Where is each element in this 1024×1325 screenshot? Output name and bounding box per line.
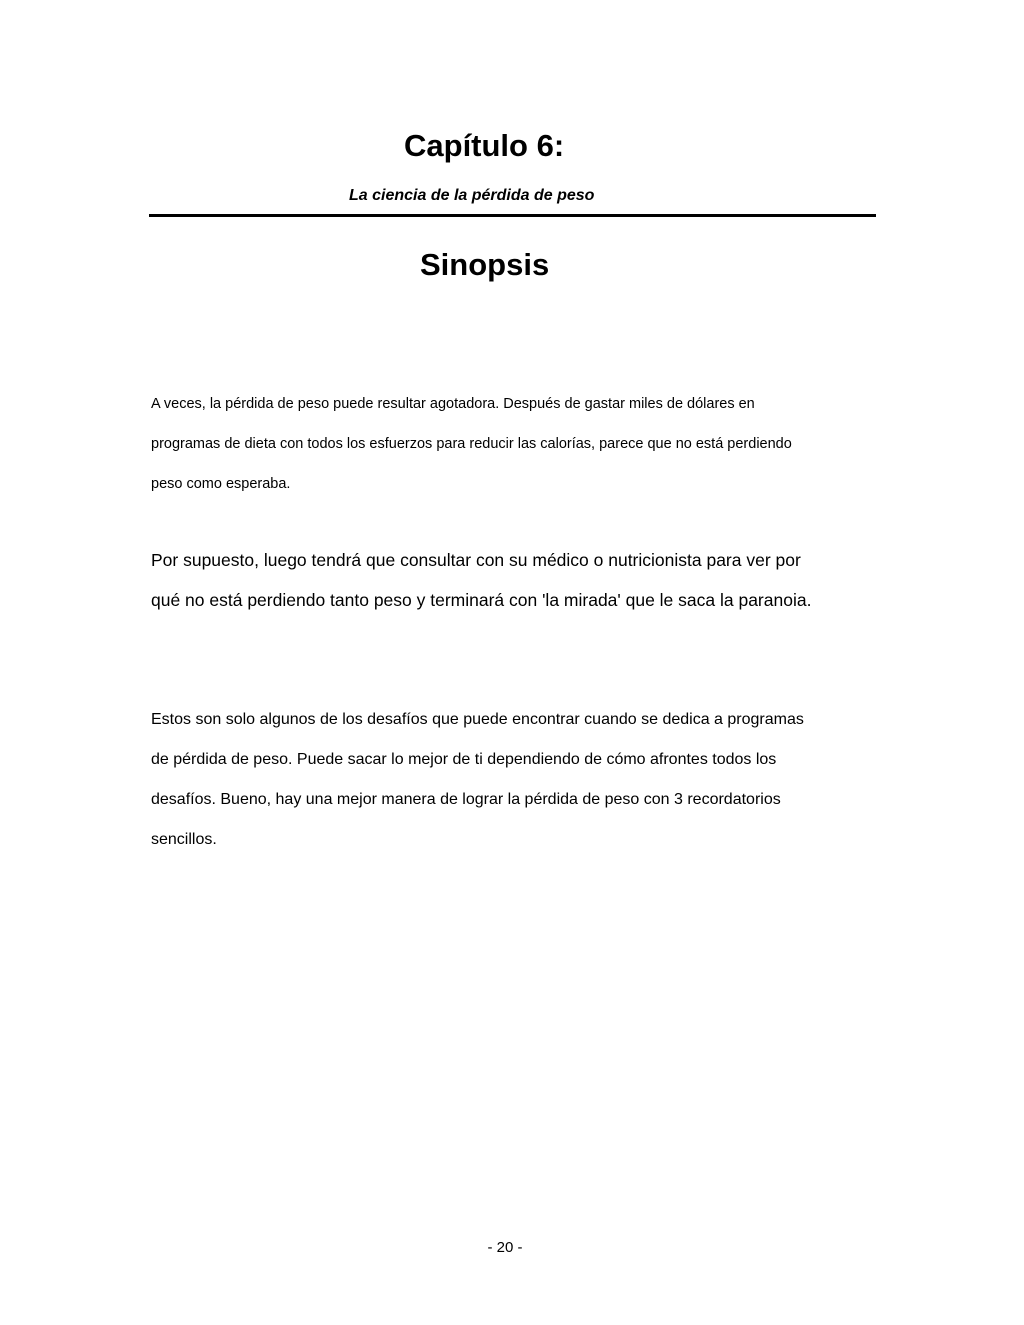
body-paragraph-1 <box>151 384 881 504</box>
paragraph-line: programas de dieta con todos los esfuerzos para reducir las calorías, parece que no está perdiendo <box>151 436 792 452</box>
paragraph-line: peso como esperaba. <box>151 476 291 492</box>
paragraph-line: de pérdida de peso. Puede sacar lo mejor de ti dependiendo de cómo afrontes todos los <box>151 751 777 768</box>
section-title: Sinopsis <box>420 247 550 282</box>
paragraph-line: Por supuesto, luego tendrá que consultar con su médico o nutricionista para ver por <box>151 550 801 570</box>
paragraph-line: qué no está perdiendo tanto peso y terminará con 'la mirada' que le saca la paranoia. <box>151 590 812 610</box>
page-number: - 20 - <box>487 1239 523 1256</box>
heading-divider <box>149 214 876 217</box>
body-paragraph-2 <box>151 540 881 620</box>
body-paragraph-3 <box>151 700 881 860</box>
paragraph-line: sencillos. <box>151 831 217 848</box>
chapter-title: Capítulo 6: <box>404 128 565 163</box>
paragraph-line: desafíos. Bueno, hay una mejor manera de lograr la pérdida de peso con 3 recordatorios <box>151 791 781 808</box>
chapter-subtitle: La ciencia de la pérdida de peso <box>349 187 595 204</box>
paragraph-line: Estos son solo algunos de los desafíos que puede encontrar cuando se dedica a programas <box>151 711 804 728</box>
paragraph-line: A veces, la pérdida de peso puede resultar agotadora. Después de gastar miles de dólares en <box>151 396 755 412</box>
